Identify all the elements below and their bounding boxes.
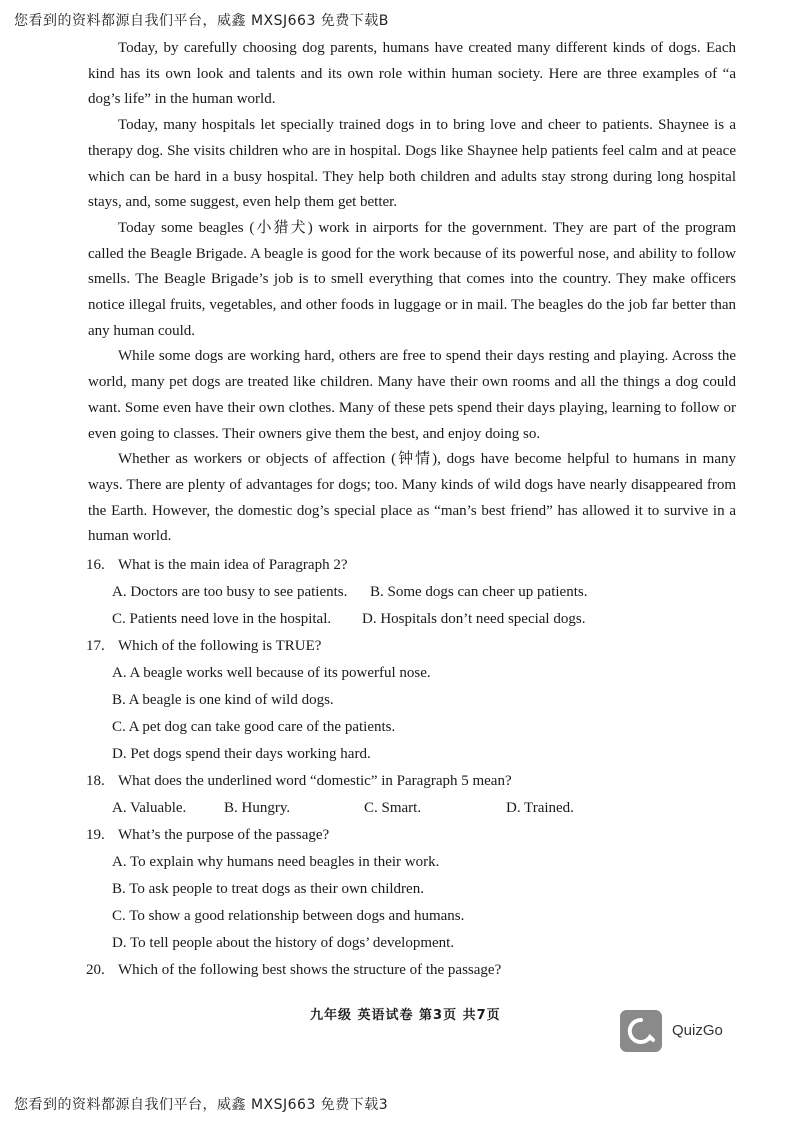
quizgo-logo-icon — [620, 1010, 662, 1052]
question-19 — [86, 822, 736, 849]
option-c: C. Patients need love in the hospital. — [112, 611, 332, 627]
page-info: 九年级 英语试卷 第3页 共7页 — [310, 1008, 501, 1023]
question-16-options-row-2 — [86, 606, 736, 633]
option-c: C. To show a good relationship between dogs and humans. — [112, 908, 465, 924]
option-a: A. Valuable. — [112, 800, 187, 816]
option-b: B. To ask people to treat dogs as their own children. — [112, 881, 424, 897]
option-c: C. Smart. — [364, 800, 422, 816]
question-17 — [86, 633, 736, 660]
option-d: D. Pet dogs spend their days working hard. — [112, 746, 371, 762]
option-c: C. A pet dog can take good care of the patients. — [112, 719, 396, 735]
paragraph-5: Whether as workers or objects of affection (钟情), dogs have become helpful to humans in many ways. There are plenty of advantages for dogs; too. Many kinds of wild dogs have nearly disappeared from the Earth. However, the domestic dog’s special place as “man’s best friend” has allowed it to survive in a human world. — [88, 451, 736, 545]
question-16 — [86, 552, 736, 579]
option-a: A. To explain why humans need beagles in their work. — [112, 854, 440, 870]
paragraph-1: Today, by carefully choosing dog parents, humans have created many different kinds of dogs. Each kind has its own look and talents and its own role within human society. Here are three examples of “a dog’s life” in the human world. — [88, 40, 736, 108]
question-text: Which of the following is TRUE? — [118, 638, 322, 654]
paragraph-2: Today, many hospitals let specially trained dogs in to bring love and cheer to patients. Shaynee is a therapy dog. She visits children who are in hospital. Dogs like Shaynee help patients feel calm and at peace which can be hard in a busy hospital. They help both children and adults stay strong during long hospital stays, and, some suggest, even help them get better. — [88, 117, 736, 211]
question-number: 20. — [86, 962, 105, 978]
question-20 — [86, 957, 736, 984]
paragraph-4: While some dogs are working hard, others are free to spend their days resting and playing. Across the world, many pet dogs are treated like children. Many have their own rooms and all the things a dog could want. Some even have their own clothes. Many of these pets spend their days playing, learning to follow or even going to classes. Their owners give them the best, and enjoy doing so. — [88, 348, 736, 442]
option-b: B. Some dogs can cheer up patients. — [370, 584, 588, 600]
option-a: A. Doctors are too busy to see patients. — [112, 584, 348, 600]
question-number: 18. — [86, 773, 105, 789]
option-b: B. Hungry. — [224, 800, 291, 816]
question-text: Which of the following best shows the structure of the passage? — [118, 962, 502, 978]
reading-passage — [88, 36, 736, 550]
watermark-bottom: 您看到的资料都源自我们平台，威鑫 MXSJ663 免费下载3 — [14, 1097, 389, 1113]
paragraph-3: Today some beagles (小猎犬) work in airports for the government. They are part of the program called the Beagle Brigade. A beagle is good for the work because of its powerful nose, and ability to follow smells. The Beagle Brigade’s job is to smell everything that comes into the country. They make officers notice illegal fruits, vegetables, and other foods in luggage or in mail. The beagles do the job far better than any human could. — [88, 219, 736, 339]
question-18 — [86, 768, 736, 795]
question-text: What’s the purpose of the passage? — [118, 827, 330, 843]
question-number: 19. — [86, 827, 105, 843]
question-16-options-row-1 — [86, 579, 736, 606]
option-d: D. To tell people about the history of dogs’ development. — [112, 935, 455, 951]
option-a: A. A beagle works well because of its powerful nose. — [112, 665, 431, 681]
option-b: B. A beagle is one kind of wild dogs. — [112, 692, 334, 708]
option-d: D. Trained. — [506, 800, 574, 816]
question-text: What is the main idea of Paragraph 2? — [118, 557, 348, 573]
question-number: 17. — [86, 638, 105, 654]
question-number: 16. — [86, 557, 105, 573]
logo-text: QuizGo — [672, 1022, 723, 1039]
question-text: What does the underlined word “domestic” in Paragraph 5 mean? — [118, 773, 512, 789]
watermark-top: 您看到的资料都源自我们平台，威鑫 MXSJ663 免费下载B — [14, 13, 389, 29]
question-18-options — [86, 795, 736, 822]
question-list — [86, 552, 736, 984]
option-d: D. Hospitals don’t need special dogs. — [362, 611, 586, 627]
